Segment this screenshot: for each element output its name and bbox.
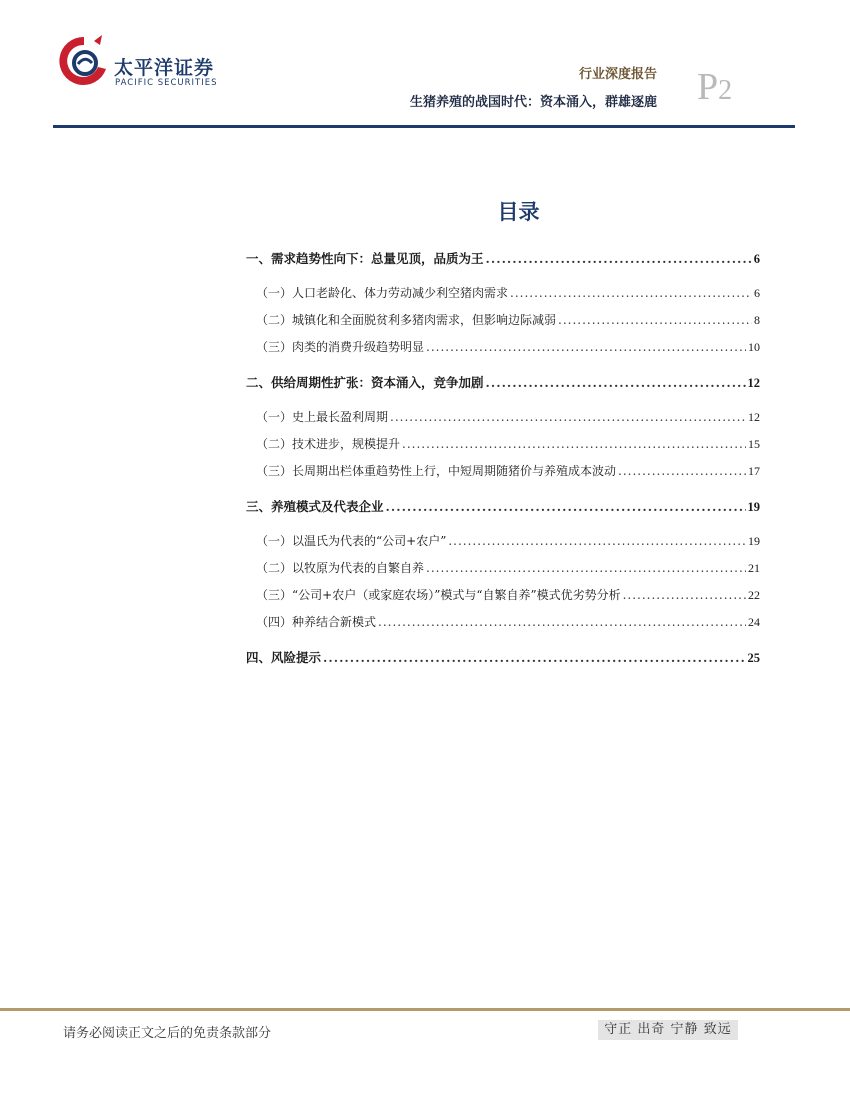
- logo-english-name: PACIFIC SECURITIES: [115, 78, 218, 88]
- toc-entry-label: （二）以牧原为代表的自繁自养: [256, 561, 425, 575]
- toc-entry-page: 21: [748, 561, 760, 575]
- toc-entry-subsection[interactable]: [246, 586, 760, 603]
- toc-entry-subsection[interactable]: [246, 435, 760, 452]
- toc-leader-dots: [448, 534, 746, 548]
- toc-entry-label: （四）种养结合新模式: [256, 615, 377, 629]
- toc-entry-section-3[interactable]: [246, 497, 760, 515]
- toc-leader-dots: [426, 340, 746, 354]
- toc-entry-label: （一）以温氏为代表的“公司+农户”: [256, 534, 447, 548]
- toc-entry-page: 6: [753, 252, 760, 266]
- footer-motto: 守正 出奇 宁静 致远: [598, 1020, 738, 1040]
- page-number-value: 2: [718, 75, 733, 106]
- toc-entry-label: （二）技术进步，规模提升: [256, 437, 401, 451]
- toc-entry-page: 8: [754, 313, 760, 327]
- toc-entry-subsection[interactable]: [246, 311, 760, 328]
- toc-entry-page: 19: [748, 534, 760, 548]
- toc-entry-page: 6: [754, 286, 760, 300]
- toc-entry-label: （三）长周期出栏体重趋势性上行，中短周期随猪价与养殖成本波动: [256, 464, 617, 478]
- report-title: 生猪养殖的战国时代：资本涌入，群雄逐鹿: [409, 95, 657, 110]
- toc-entry-page: 17: [748, 464, 760, 478]
- toc-leader-dots: [323, 650, 745, 665]
- logo-chinese-name: 太平洋证券: [114, 57, 215, 79]
- toc-entry-page: 12: [748, 410, 760, 424]
- toc-leader-dots: [510, 286, 752, 300]
- report-type-label: 行业深度报告: [578, 67, 657, 82]
- toc-leader-dots: [486, 375, 746, 390]
- toc-entry-page: 10: [748, 340, 760, 354]
- toc-leader-dots: [386, 499, 746, 514]
- toc-entry-page: 24: [748, 615, 760, 629]
- toc-leader-dots: [486, 251, 752, 266]
- toc-entry-subsection[interactable]: [246, 559, 760, 576]
- toc-entry-subsection[interactable]: [246, 338, 760, 355]
- footer-divider: [0, 1008, 850, 1011]
- toc-entry-page: 22: [748, 588, 760, 602]
- toc-entry-label: 一、需求趋势性向下：总量见顶，品质为王: [246, 251, 484, 266]
- toc-entry-label: （一）人口老龄化、体力劳动减少利空猪肉需求: [256, 286, 509, 300]
- toc-entry-section-2[interactable]: [246, 373, 760, 391]
- toc-leader-dots: [378, 615, 746, 629]
- toc-title: 目录: [497, 200, 540, 224]
- toc-leader-dots: [390, 410, 746, 424]
- toc-leader-dots: [426, 561, 746, 575]
- toc-entry-label: 四、风险提示: [246, 650, 322, 665]
- toc-entry-label: （三）肉类的消费升级趋势明显: [256, 340, 425, 354]
- page-number: [697, 68, 732, 106]
- toc-entry-label: （三）“公司+农户（或家庭农场）”模式与“自繁自养”模式优劣势分析: [256, 588, 621, 602]
- toc-entry-label: （二）城镇化和全面脱贫利多猪肉需求，但影响边际减弱: [256, 313, 557, 327]
- toc-entry-section-1[interactable]: [246, 249, 760, 267]
- page-prefix: P: [697, 66, 719, 108]
- pacific-logo-icon: [58, 33, 110, 91]
- toc-entry-page: 15: [748, 437, 760, 451]
- footer-disclaimer: 请务必阅读正文之后的免责条款部分: [63, 1026, 272, 1041]
- toc-entry-label: 二、供给周期性扩张：资本涌入，竞争加剧: [246, 375, 484, 390]
- toc-entry-page: 25: [747, 651, 760, 665]
- toc-entry-page: 19: [747, 500, 760, 514]
- company-logo: [58, 33, 248, 93]
- toc-leader-dots: [558, 313, 752, 327]
- toc-entry-label: （一）史上最长盈利周期: [256, 410, 389, 424]
- toc-entry-label: 三、养殖模式及代表企业: [246, 499, 384, 514]
- toc-entry-section-4[interactable]: [246, 648, 760, 666]
- toc-entry-page: 12: [747, 376, 760, 390]
- header-divider: [53, 125, 795, 128]
- toc-entry-subsection[interactable]: [246, 613, 760, 630]
- toc-entry-subsection[interactable]: [246, 284, 760, 301]
- toc-leader-dots: [618, 464, 746, 478]
- toc-leader-dots: [623, 588, 746, 602]
- toc-entry-subsection[interactable]: [246, 532, 760, 549]
- toc-entry-subsection[interactable]: [246, 462, 760, 479]
- toc-entry-subsection[interactable]: [246, 408, 760, 425]
- toc-leader-dots: [402, 437, 746, 451]
